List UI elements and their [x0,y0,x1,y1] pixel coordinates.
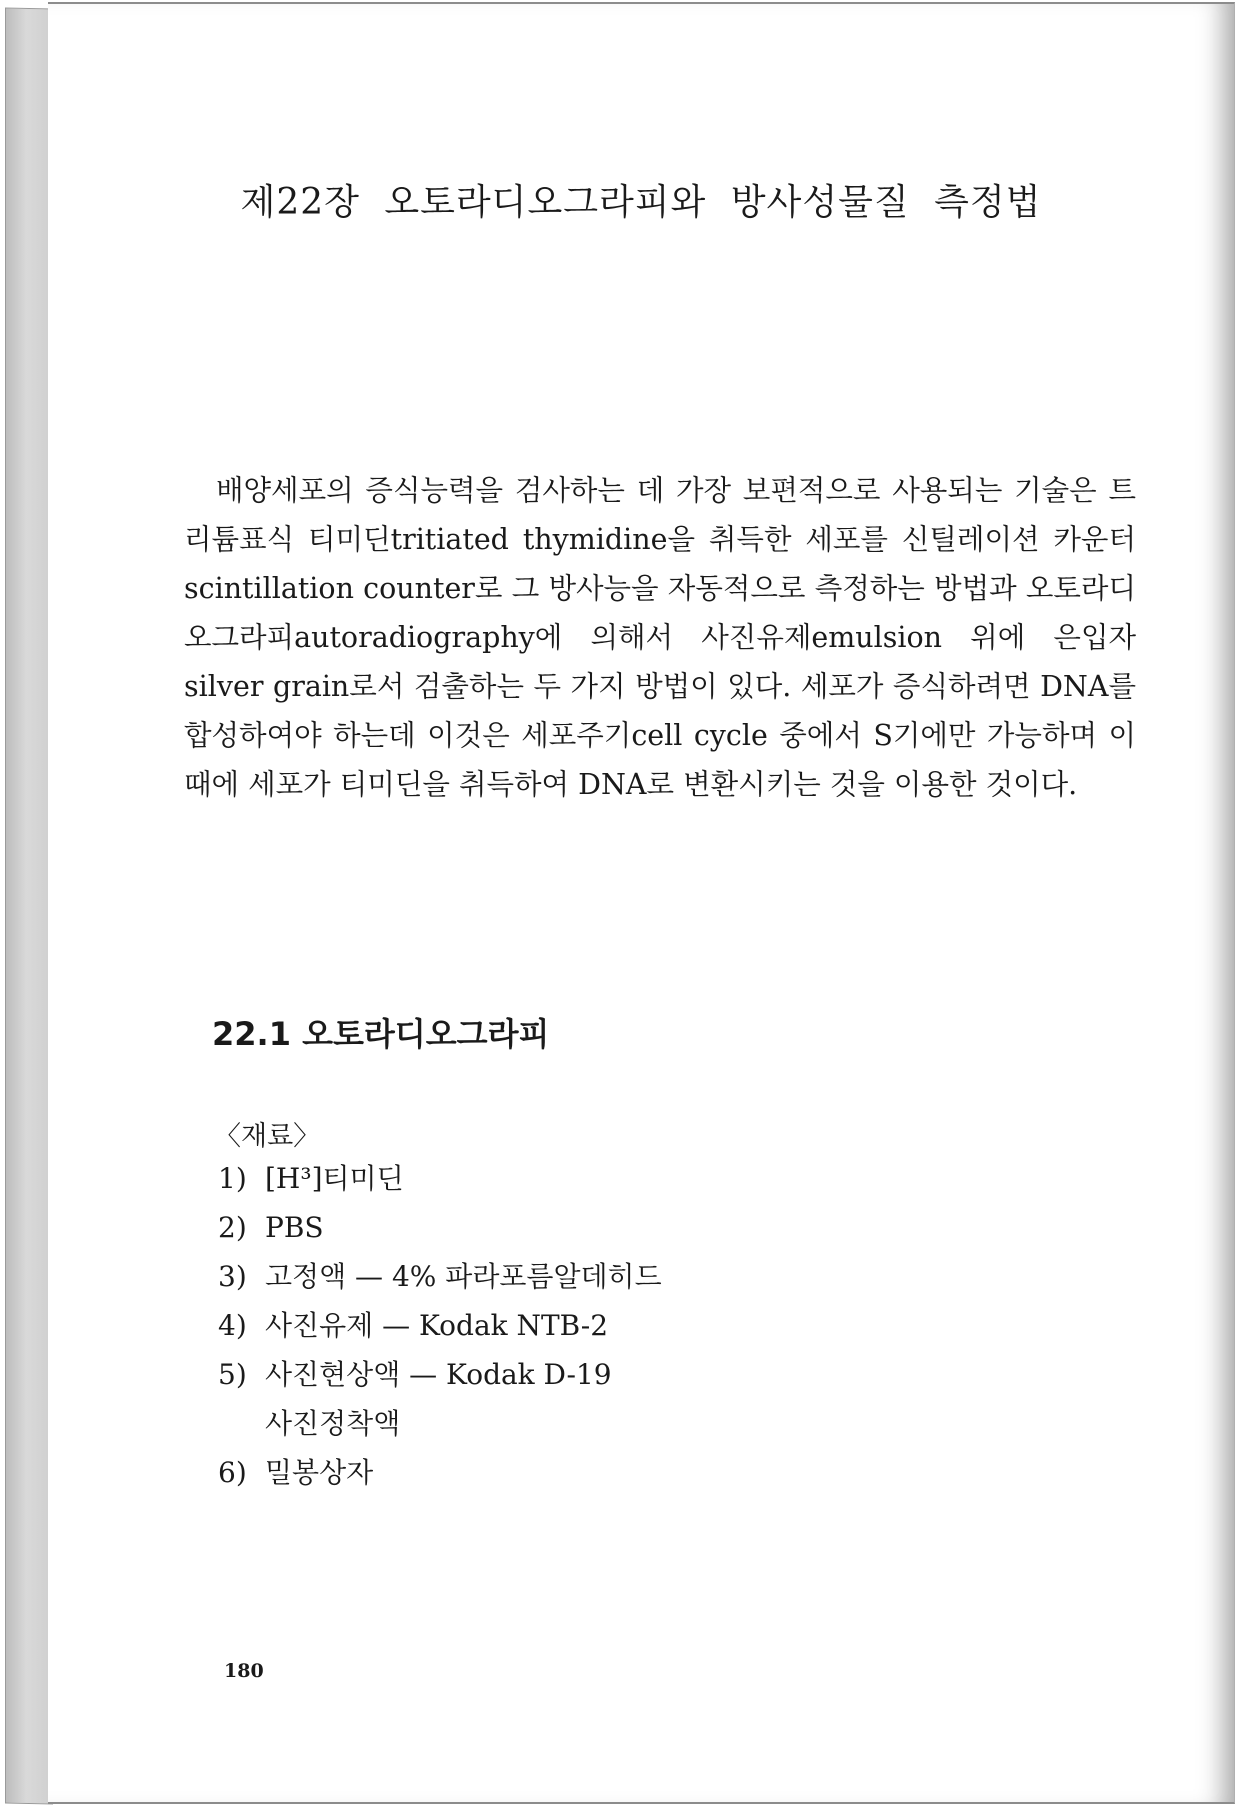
book-spine-edge [5,7,53,1804]
list-item-text: 사진유제 — Kodak NTB-2 [265,1309,609,1342]
list-item [218,1301,662,1350]
list-item-text: PBS [265,1211,324,1244]
list-item-text: 밀봉상자 [265,1456,374,1489]
list-item-text: 사진정착액 [265,1407,401,1440]
list-item-number: 3) [218,1260,247,1293]
list-item [218,1203,662,1252]
list-item-number [218,1399,265,1448]
materials-list [218,1154,662,1497]
materials-label: 〈재료〉 [214,1121,321,1152]
section-title: 22.1 오토라디오그라피 [212,1015,550,1053]
list-item-text: 사진현상액 — Kodak D-19 [265,1358,612,1391]
list-item [218,1252,662,1301]
list-item-number: 2) [218,1211,247,1244]
list-item-number: 4) [218,1309,247,1342]
list-item-text: [H³]티미딘 [265,1162,404,1195]
list-item-number: 1) [218,1162,247,1195]
page-number: 180 [224,1660,264,1682]
list-item [218,1350,662,1399]
list-item-number: 6) [218,1456,247,1489]
book-page [48,2,1235,1804]
list-item [218,1399,662,1448]
list-item-text: 고정액 — 4% 파라포름알데히드 [265,1260,662,1293]
list-item [218,1448,662,1497]
chapter-title: 제22장 오토라디오그라피와 방사성물질 측정법 [240,182,1042,223]
list-item-number: 5) [218,1358,247,1391]
list-item [218,1154,662,1203]
intro-paragraph: 배양세포의 증식능력을 검사하는 데 가장 보편적으로 사용되는 기술은 트리튬표식 티미딘tritiated thymidine을 취득한 세포를 신틸레이션 카운터scintillation counter로 그 방사능을 자동적으로 측정하는 방법과 오토라디오그라피autoradiography에 의해서 사진유제emulsion 위에 은입자silver grain로서 검출하는 두 가지 방법이 있다. 세포가 증식하려면 DNA를 합성하여야 하는데 이것은 세포주기cell cycle 중에서 S기에만 가능하며 이때에 세포가 티미딘을 취득하여 DNA로 변환시키는 것을 이용한 것이다. [184,474,1136,801]
